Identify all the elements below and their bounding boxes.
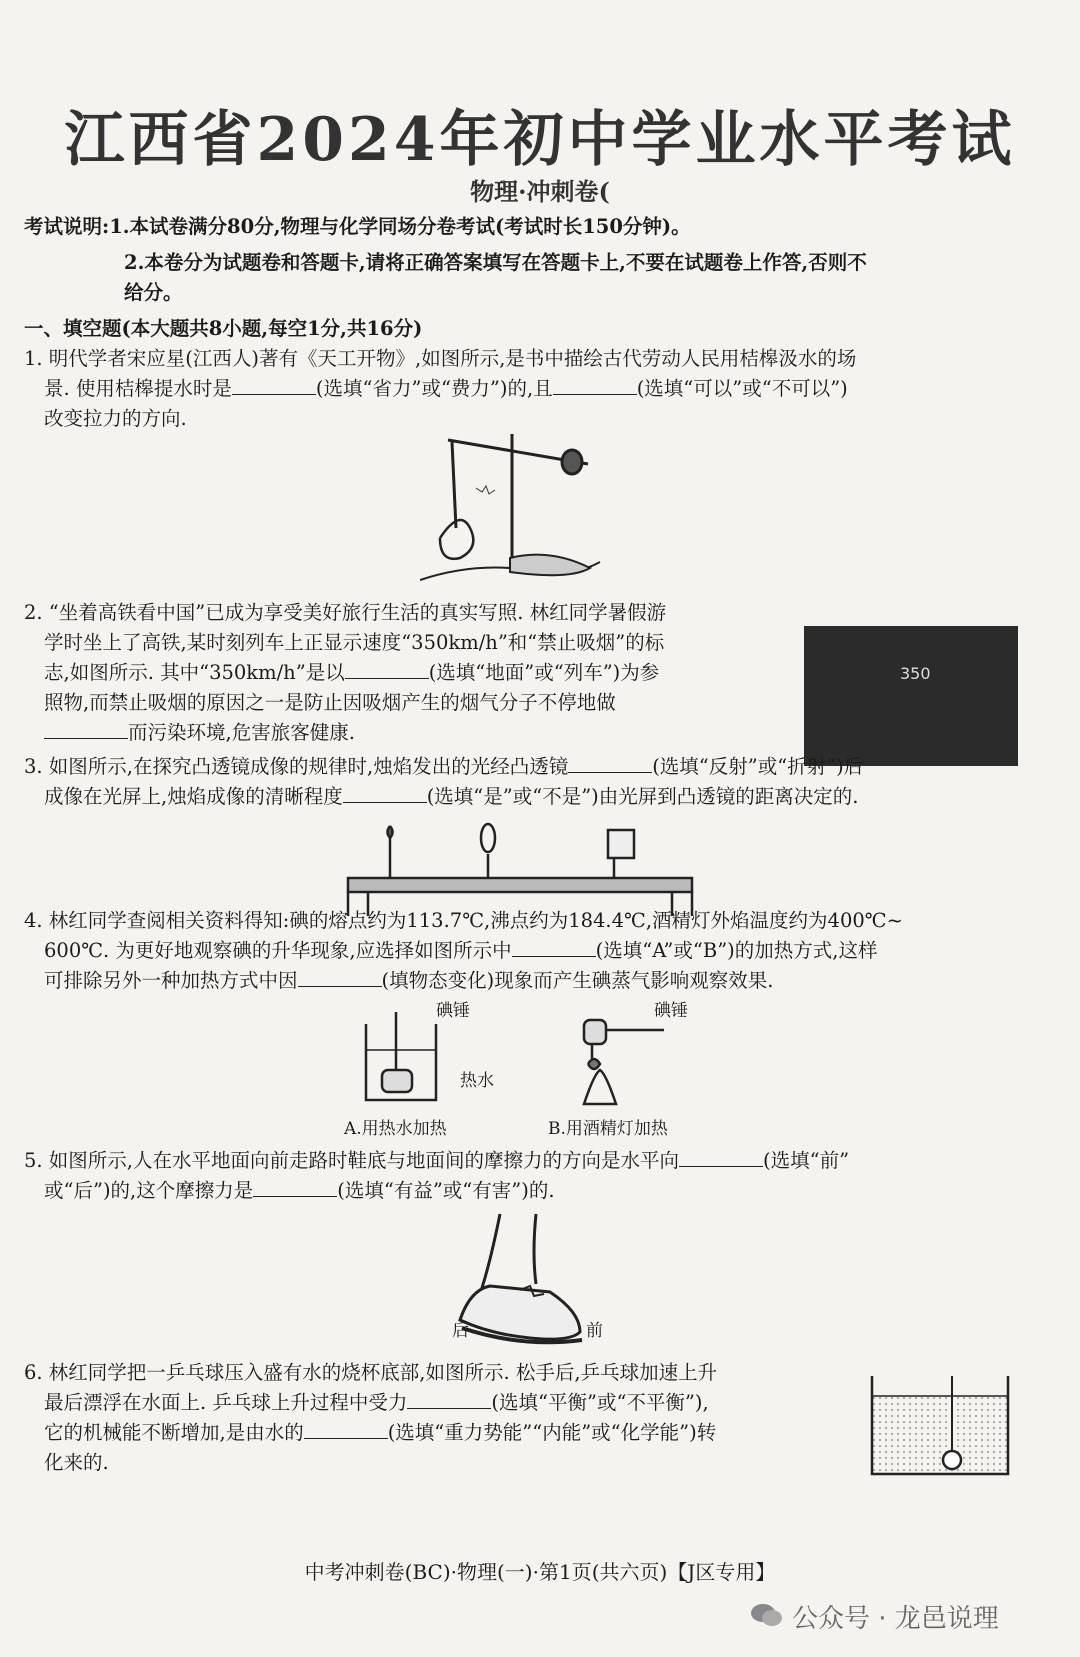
instructions-item-1: 1.本试卷满分80分,物理与化学同场分卷考试(考试时长150分钟)。 — [109, 215, 691, 238]
q5-blank-1 — [679, 1146, 763, 1167]
q4-line-1: 4. 林红同学查阅相关资料得知:碘的熔点约为113.7℃,沸点约为184.4℃,酒精灯外焰温度约为400℃~ — [24, 909, 903, 932]
q6-blank-2 — [304, 1418, 388, 1439]
alcohol-lamp-figure — [580, 1010, 680, 1108]
q4-text-c: 可排除另外一种加热方式中因 — [44, 969, 298, 992]
q3-blank-1 — [568, 752, 652, 773]
q6-blank-1 — [407, 1388, 491, 1409]
q1-line-1: 1. 明代学者宋应星(江西人)著有《天工开物》,如图所示,是书中描绘古代劳动人民用桔槔汲水的场 — [24, 347, 857, 370]
q5-label-back: 后 — [452, 1321, 469, 1341]
q5-line-2 — [44, 1176, 555, 1206]
q5-label-front: 前 — [586, 1321, 603, 1341]
q4-text-b: (选填“A”或“B”)的加热方式,这样 — [595, 939, 878, 962]
q5-text-b: (选填“前” — [763, 1149, 850, 1172]
q2-line-3 — [44, 658, 659, 688]
q1-text-a: 景. 使用桔槔提水时是 — [44, 377, 232, 400]
q4-blank-1 — [512, 936, 596, 957]
q4-iodine-label-b: 碘锤 — [654, 1001, 688, 1021]
shadoof-figure — [420, 428, 610, 594]
instructions-item-2b: 给分。 — [124, 281, 183, 304]
page-footer: 中考冲刺卷(BC)·物理(一)·第1页(共六页)【J区专用】 — [304, 1560, 776, 1584]
q6-line-1: 6. 林红同学把一乒乓球压入盛有水的烧杯底部,如图所示. 松手后,乒乓球加速上升 — [24, 1361, 718, 1384]
q3-text-b: (选填“反射”或“折射”)后 — [652, 755, 864, 778]
exam-subtitle: 物理·冲刺卷( — [470, 177, 610, 206]
q2-line-2: 学时坐上了高铁,某时刻列车上正显示速度“350km/h”和“禁止吸烟”的标 — [44, 631, 665, 654]
q5-blank-2 — [253, 1176, 337, 1197]
q2-line-4: 照物,而禁止吸烟的原因之一是防止因吸烟产生的烟气分子不停地做 — [44, 691, 616, 714]
q2-blank-1 — [345, 658, 429, 679]
q6-line-2 — [44, 1388, 709, 1418]
q4-text-a: 600℃. 为更好地观察碘的升华现象,应选择如图所示中 — [44, 939, 512, 962]
q5-text-d: (选填“有益”或“有害”)的. — [337, 1179, 555, 1202]
section-heading: 一、填空题(本大题共8小题,每空1分,共16分) — [24, 317, 423, 340]
instructions-line-1 — [24, 212, 691, 242]
q3-text-a: 3. 如图所示,在探究凸透镜成像的规律时,烛焰发出的光经凸透镜 — [24, 755, 569, 778]
q4-caption-b: B.用酒精灯加热 — [548, 1119, 668, 1139]
hot-water-beaker-figure — [360, 1010, 450, 1108]
wechat-icon — [750, 1602, 784, 1628]
q2-line-1: 2. “坐着高铁看中国”已成为享受美好旅行生活的真实写照. 林红同学暑假游 — [24, 601, 667, 624]
q3-line-2 — [44, 782, 859, 812]
q6-text-a: 最后漂浮在水面上. 乒乓球上升过程中受力 — [44, 1391, 408, 1414]
q5-text-c: 或“后”)的,这个摩擦力是 — [44, 1179, 254, 1202]
beaker-ball-figure — [866, 1372, 1016, 1482]
watermark-text: 公众号 · 龙邑说理 — [792, 1604, 999, 1634]
q3-blank-2 — [343, 782, 427, 803]
q1-text-b: (选填“省力”或“费力”)的,且 — [315, 377, 553, 400]
q3-text-c: 成像在光屏上,烛焰成像的清晰程度 — [44, 785, 343, 808]
instructions-item-2a: 2.本卷分为试题卷和答题卡,请将正确答案填写在答题卡上,不要在试题卷上作答,否则不 — [124, 251, 867, 274]
q1-text-c: (选填“可以”或“不可以”) — [636, 377, 848, 400]
q6-line-4: 化来的. — [44, 1451, 109, 1474]
q2-text-a: 志,如图所示. 其中“350km/h”是以 — [44, 661, 345, 684]
q3-text-d: (选填“是”或“不是”)由光屏到凸透镜的距离决定的. — [426, 785, 859, 808]
q1-blank-1 — [232, 374, 316, 395]
exam-title: 江西省2024年初中学业水平考试 — [64, 105, 1016, 175]
q1-line-2 — [44, 374, 848, 404]
q5-text-a: 5. 如图所示,人在水平地面向前走路时鞋底与地面间的摩擦力的方向是水平向 — [24, 1149, 680, 1172]
q6-line-3 — [44, 1418, 716, 1448]
q3-line-1 — [24, 752, 863, 782]
q4-hot-water-label: 热水 — [460, 1071, 494, 1091]
train-display-photo — [804, 626, 1018, 766]
optical-bench-figure — [340, 818, 700, 918]
q4-caption-a: A.用热水加热 — [344, 1119, 447, 1139]
q4-text-d: (填物态变化)现象而产生碘蒸气影响观察效果. — [381, 969, 774, 992]
q6-text-b: (选填“平衡”或“不平衡”), — [491, 1391, 709, 1414]
q6-text-d: (选填“重力势能”“内能”或“化学能”)转 — [387, 1421, 717, 1444]
q2-blank-2 — [44, 718, 128, 739]
q6-text-c: 它的机械能不断增加,是由水的 — [44, 1421, 304, 1444]
q4-iodine-label-a: 碘锤 — [436, 1001, 470, 1021]
speed-display-text: 350 — [900, 664, 931, 683]
instructions-label: 考试说明: — [24, 215, 110, 238]
q5-line-1 — [24, 1146, 849, 1176]
q4-blank-2 — [298, 966, 382, 987]
shoe-figure — [450, 1210, 590, 1360]
q2-text-b: (选填“地面”或“列车”)为参 — [428, 661, 660, 684]
q1-blank-2 — [553, 374, 637, 395]
q4-line-3 — [44, 966, 773, 996]
q2-text-c: 而污染环境,危害旅客健康. — [128, 721, 355, 744]
q4-line-2 — [44, 936, 877, 966]
q2-line-5 — [44, 718, 355, 748]
q1-line-3: 改变拉力的方向. — [44, 407, 187, 430]
